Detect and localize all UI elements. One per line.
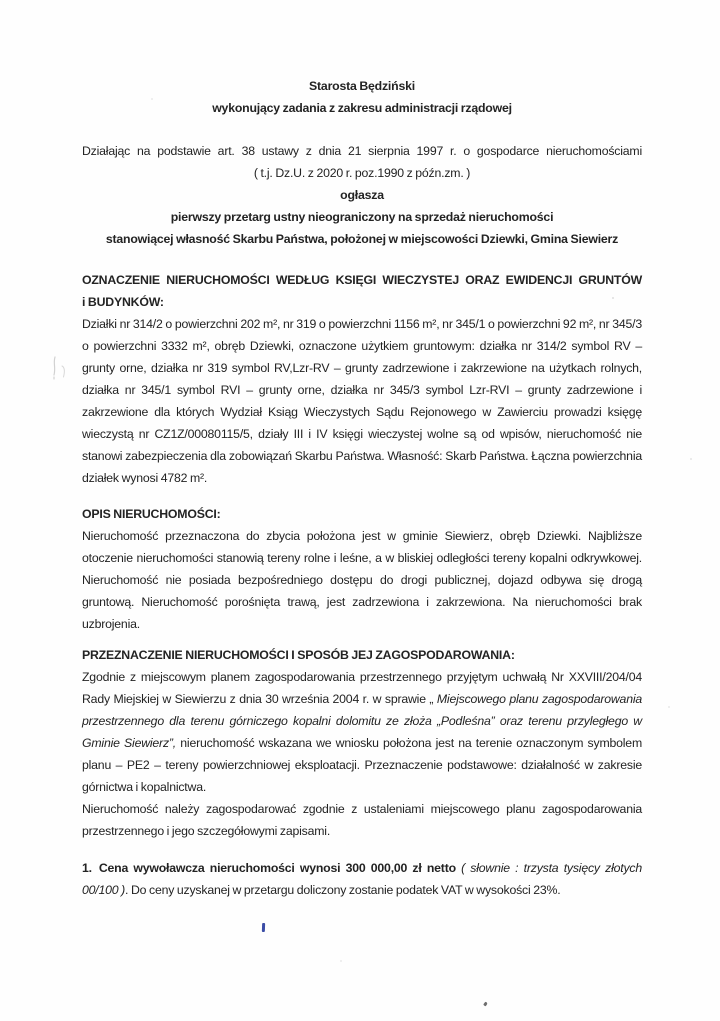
ink-speck <box>483 1002 488 1007</box>
designation-heading-line1: OZNACZENIE NIERUCHOMOŚCI WEDŁUG KSIĘGI WIECZYSTEJ ORAZ EWIDENCJI GRUNTÓW <box>82 273 642 287</box>
price-clause <box>82 857 642 901</box>
price-words-italic: ( słownie : trzysta tysięcy złotych 00/100 ) <box>82 861 642 897</box>
pencil-scribble-icon <box>46 354 74 392</box>
zoning-heading: PRZEZNACZENIE NIERUCHOMOŚCI I SPOSÓB JEJ ZAGOSPODAROWANIA: <box>82 648 515 662</box>
issuer-title: Starosta Będziński <box>309 79 415 93</box>
journal-reference-line: ( t.j. Dz.U. z 2020 r. poz.1990 z późn.zm. ) <box>253 166 471 180</box>
description-heading: OPIS NIERUCHOMOŚCI: <box>82 507 221 521</box>
announcement-verb: ogłasza <box>340 188 384 202</box>
price-item-number: 1. <box>82 861 92 875</box>
zoning-text-run1: Zgodnie z miejscowym planem zagospodarowania przestrzennego przyjętym uchwałą Nr XXVIII/204/04 Rady Miejskiej w Siewierzu z dnia 30 września 2004 r. w sprawie „ <box>82 670 642 706</box>
section-property-description <box>82 503 642 635</box>
legal-basis-line: Działając na podstawie art. 38 ustawy z dnia 21 sierpnia 1997 r. o gospodarce nieruchomościami <box>82 144 642 158</box>
price-lead-bold: Cena wywoławcza nieruchomości wynosi 300 000,00 zł netto <box>98 861 456 875</box>
announcement <box>82 184 642 250</box>
zoning-text-run3: nieruchomość wskazana we wniosku położona jest na terenie oznaczonym symbolem planu – PE2 – tereny powierzchniowej eksploatacji. Przeznaczenie podstawowe: działalność w zakresie górnictwa i kopalnictwa. <box>82 736 642 794</box>
price-rest: . Do ceny uzyskanej w przetargu doliczony zostanie podatek VAT w wysokości 23%. <box>125 883 561 897</box>
zoning-paragraph <box>82 666 642 798</box>
auction-title-line1: pierwszy przetarg ustny nieograniczony na sprzedaż nieruchomości <box>170 210 554 224</box>
auction-title-line2: stanowiącej własność Skarbu Państwa, położonej w miejscowości Dziewki, Gmina Siewierz <box>105 232 619 246</box>
section-property-designation <box>82 269 642 489</box>
section-zoning <box>82 644 642 842</box>
designation-paragraph: Działki nr 314/2 o powierzchni 202 m², nr 319 o powierzchni 1156 m², nr 345/1 o powierzchni 92 m², nr 345/3 o powierzchni 3332 m², obręb Dziewki, oznaczone użytkiem gruntowym: działka nr 314/2 symbol RV – grunty orne, działka nr 319 symbol RV,Lzr-RV – grunty zadrzewione i zakrzewione na użytkach rolnych, działka nr 345/1 symbol RVI – grunty orne, działka nr 345/3 symbol Lzr-RVI – grunty zadrzewione i zakrzewione dla których Wydział Ksiąg Wieczystych Sądu Rejonowego w Zawierciu prowadzi księgę wieczystą nr CZ1Z/00080115/5, działy III i IV księgi wieczystej wolne są od wpisów, nieruchomość nie stanowi zabezpieczenia dla zobowiązań Skarbu Państwa. Własność: Skarb Państwa. Łączna powierzchnia działek wynosi 4782 m². <box>82 317 642 485</box>
issuer-role: wykonujący zadania z zakresu administracji rządowej <box>212 101 512 115</box>
designation-heading-line2: i BUDYNKÓW: <box>82 295 164 309</box>
preamble <box>82 140 642 184</box>
description-paragraph: Nieruchomość przeznaczona do zbycia położona jest w gminie Siewierz, obręb Dziewki. Najbliższe otoczenie nieruchomości stanowią tereny rolne i leśne, a w bliskiej odległości tereny kopalni odkrywkowej. Nieruchomość nie posiada bezpośredniego dostępu do drogi publicznej, dojazd odbywa się drogą gruntową. Nieruchomość porośnięta trawą, jest zadrzewiona i zakrzewiona. Na nieruchomości brak uzbrojenia. <box>82 529 642 631</box>
zoning-plan-title-italic: Miejscowego planu zagospodarowania przestrzennego dla terenu górniczego kopalni dolomitu ze złoża „Podleśna” oraz terenu przyległego w Gminie Siewierz”, <box>82 692 642 750</box>
pen-mark <box>262 923 265 932</box>
zoning-paragraph2: Nieruchomość należy zagospodarować zgodnie z ustaleniami miejscowego planu zagospodarowania przestrzennego i jego szczegółowymi zapisami. <box>82 802 642 838</box>
